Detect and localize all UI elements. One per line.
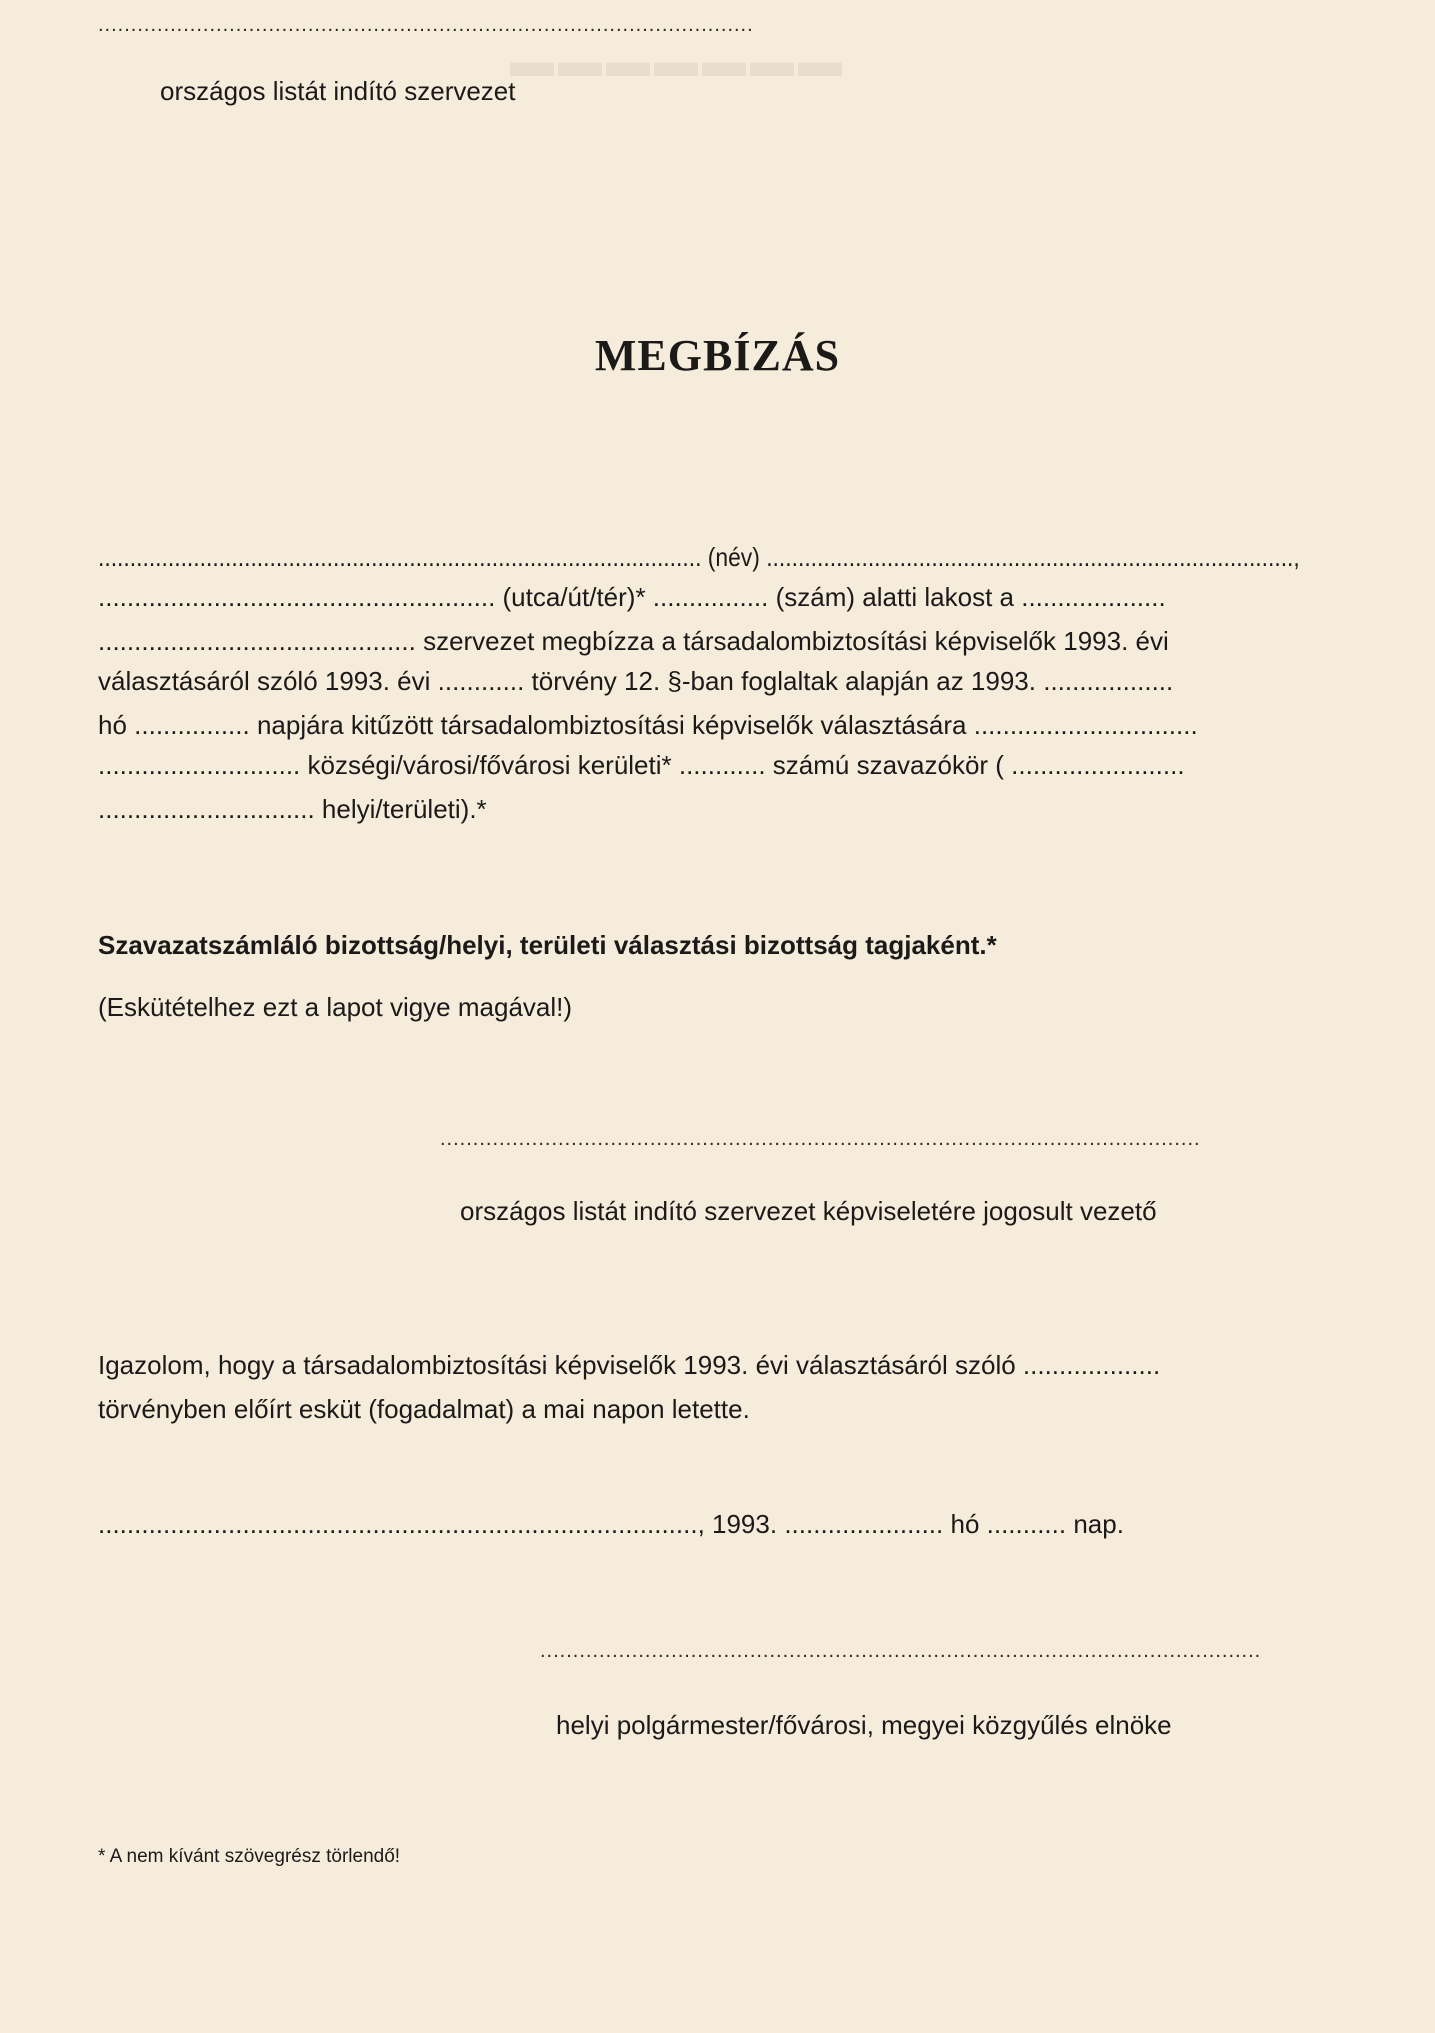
signature-1-dots: .................................................................................................................... bbox=[440, 1128, 1201, 1150]
certify-line-1: Igazolom, hogy a társadalombiztosítási képviselők 1993. évi választásáról szóló ................... bbox=[98, 1350, 1161, 1380]
body-line-3: ............................................ szervezet megbízza a társadalombiztosítási képviselők 1993. évi bbox=[98, 626, 1169, 656]
body-line-4: választásáról szóló 1993. évi ............ törvény 12. §-ban foglaltak alapján az 1993. .................. bbox=[98, 666, 1174, 696]
month-dots: ...................... bbox=[784, 1509, 944, 1539]
role-statement: Szavazatszámláló bizottság/helyi, területi választási bizottság tagjaként.* bbox=[98, 930, 997, 960]
body-line-5: hó ................ napjára kitűzött társadalombiztosítási képviselők választására ............................... bbox=[98, 710, 1198, 740]
org-label: országos listát indító szervezet bbox=[160, 76, 516, 106]
signature-2-label: helyi polgármester/fővárosi, megyei közgyűlés elnöke bbox=[556, 1710, 1172, 1740]
page-title: MEGBÍZÁS bbox=[594, 331, 841, 380]
body-line-1: ............................................................................................... (név) ..................................................................................., bbox=[98, 542, 1300, 572]
body-line-2: ....................................................... (utca/út/tér)* ................ (szám) alatti lakost a .................... bbox=[98, 582, 1166, 612]
instruction-note: (Eskütételhez ezt a lapot vigye magával!) bbox=[98, 992, 573, 1022]
date-line: ..................................................................................., 1993. ...................... hó ........... nap. bbox=[98, 1509, 1124, 1539]
footnote: * A nem kívánt szövegrész törlendő! bbox=[98, 1846, 401, 1867]
show-through-decoration: ▬▬▬▬▬▬▬ bbox=[510, 37, 846, 86]
body-line-7: .............................. helyi/területi).* bbox=[98, 794, 487, 824]
body-line-6: ............................ községi/városi/fővárosi kerületi* ............ számú szavazókör ( ........................ bbox=[98, 750, 1185, 780]
day-dots: ........... bbox=[986, 1509, 1067, 1539]
signature-1-label: országos listát indító szervezet képviseletére jogosult vezető bbox=[460, 1196, 1157, 1226]
certify-line-2: törvényben előírt esküt (fogadalmat) a mai napon letette. bbox=[98, 1394, 750, 1424]
place-dots: ................................................................................... bbox=[98, 1509, 698, 1539]
org-dots: .................................................................................................... bbox=[98, 14, 754, 36]
year: 1993. bbox=[712, 1509, 778, 1539]
month-label: hó bbox=[950, 1509, 980, 1539]
signature-2-dots: .............................................................................................................. bbox=[540, 1640, 1262, 1662]
day-label: nap. bbox=[1073, 1509, 1124, 1539]
